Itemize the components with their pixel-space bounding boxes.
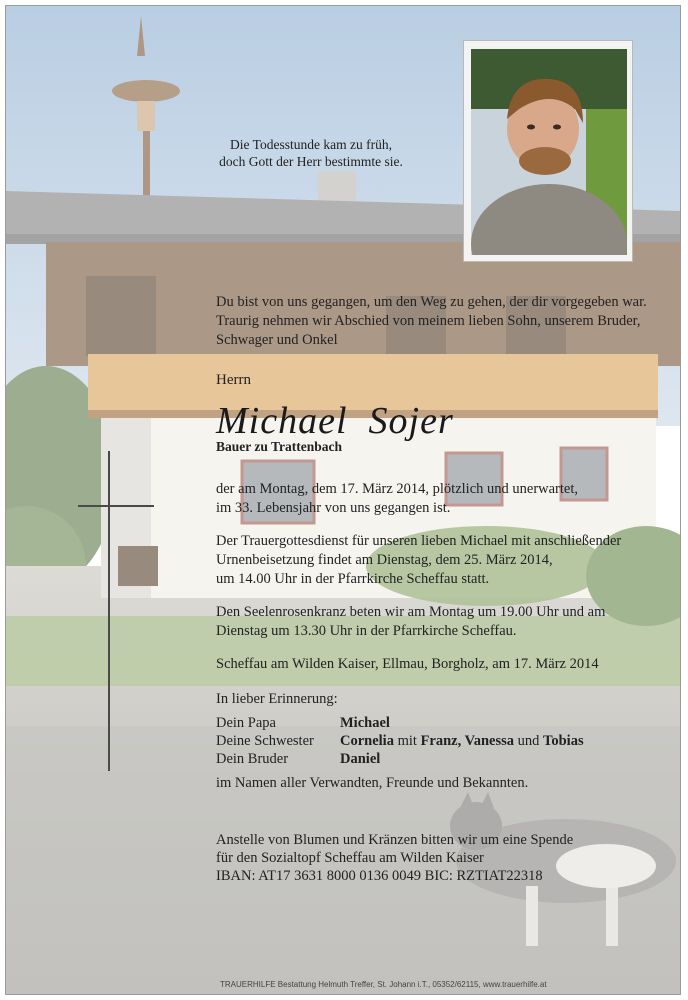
farewell-line-1: Du bist von uns gegangen, um den Weg zu gehen, der dir vorgegeben war. — [216, 294, 647, 310]
memory-heading: In lieber Erinnerung: — [216, 691, 338, 707]
obituary-sheet — [5, 5, 681, 995]
memory-brother-label: Dein Bruder — [216, 751, 289, 767]
quote-line-2: doch Gott der Herr bestimmte sie. — [219, 154, 403, 169]
memory-brother-name: Daniel — [340, 751, 381, 767]
portrait-image — [471, 49, 627, 255]
quote-line-1: Die Todesstunde kam zu früh, — [230, 137, 392, 152]
first-name: Michael — [216, 400, 348, 442]
memory-sister-family-1: Franz, Vanessa — [420, 733, 515, 749]
deceased-name — [216, 399, 454, 443]
service-line-3: um 14.00 Uhr in der Pfarrkirche Scheffau statt. — [216, 571, 490, 587]
death-line-1: der am Montag, dem 17. März 2014, plötzlich und unerwartet, — [216, 481, 578, 497]
place-and-date: Scheffau am Wilden Kaiser, Ellmau, Borgholz, am 17. März 2014 — [216, 656, 599, 672]
memorial-quote — [196, 136, 426, 170]
deceased-occupation: Bauer zu Trattenbach — [216, 439, 343, 454]
donation-line-1: Anstelle von Blumen und Kränzen bitten wir um eine Spende — [216, 832, 574, 848]
memory-sister-label: Deine Schwester — [216, 733, 314, 749]
donation-line-2: für den Sozialtopf Scheffau am Wilden Kaiser — [216, 850, 484, 866]
memory-papa-label: Dein Papa — [216, 715, 276, 731]
rosary-line-2: Dienstag um 13.30 Uhr in der Pfarrkirche Scheffau. — [216, 623, 517, 639]
death-line-2: im 33. Lebensjahr von uns gegangen ist. — [216, 500, 451, 516]
farewell-line-2: Traurig nehmen wir Abschied von meinem lieben Sohn, unserem Bruder, — [216, 313, 641, 329]
farewell-line-3: Schwager und Onkel — [216, 332, 338, 348]
memory-sister-family-2: Tobias — [543, 733, 584, 749]
last-name: Sojer — [368, 400, 454, 442]
salutation: Herrn — [216, 372, 251, 388]
rosary-line-1: Den Seelenrosenkranz beten wir am Montag um 19.00 Uhr und am — [216, 604, 606, 620]
service-line-2: Urnenbeisetzung findet am Dienstag, dem 25. März 2014, — [216, 552, 553, 568]
cross-icon — [78, 451, 154, 771]
donation-iban: IBAN: AT17 3631 8000 0136 0049 BIC: RZTIAT22318 — [216, 868, 543, 884]
funeral-home-footer: TRAUERHILFE Bestattung Helmuth Treffer, St. Johann i.T., 05352/62115, www.trauerhilfe.at — [220, 980, 547, 989]
memory-closing: im Namen aller Verwandten, Freunde und Bekannten. — [216, 775, 529, 791]
memory-sister-und: und — [514, 733, 544, 749]
memory-sister-row — [340, 733, 584, 750]
memory-sister-mit: mit — [393, 733, 421, 749]
memory-papa-name: Michael — [340, 715, 390, 731]
service-line-1: Der Trauergottesdienst für unseren lieben Michael mit anschließender — [216, 533, 622, 549]
portrait-photo — [463, 40, 633, 262]
memory-sister-name: Cornelia — [340, 733, 394, 749]
